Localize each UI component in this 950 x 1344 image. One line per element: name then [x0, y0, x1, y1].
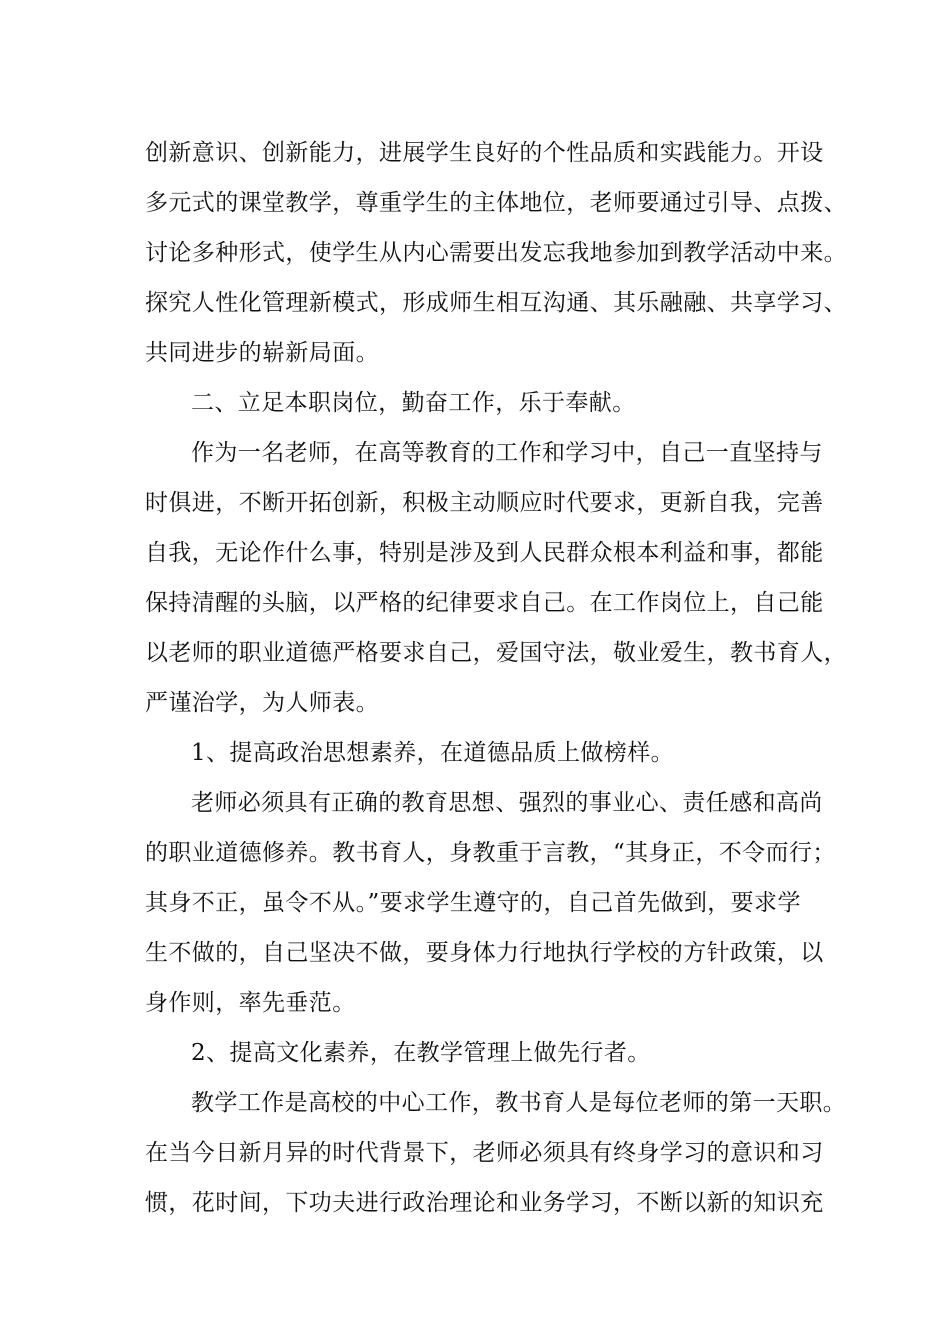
- text-line: 严谨治学，为人师表。: [145, 690, 379, 716]
- text-line: 探究人性化管理新模式，形成师生相互沟通、其乐融融、共享学习、: [145, 290, 847, 316]
- text-line: 创新意识、创新能力，进展学生良好的个性品质和实践能力。开设: [145, 140, 824, 166]
- text-line: 讨论多种形式，使学生从内心需要出发忘我地参加到教学活动中来。: [145, 240, 847, 266]
- text-line: 多元式的课堂教学，尊重学生的主体地位，老师要通过引导、点拨、: [145, 190, 847, 216]
- text-line: 保持清醒的头脑，以严格的纪律要求自己。在工作岗位上，自己能: [145, 590, 824, 616]
- text-line: 自我，无论作什么事，特别是涉及到人民群众根本利益和事，都能: [145, 540, 824, 566]
- text-line: 老师必须具有正确的教育思想、强烈的事业心、责任感和高尚: [191, 790, 823, 816]
- text-line: 作为一名老师，在高等教育的工作和学习中，自己一直坚持与: [191, 440, 823, 466]
- section-heading: 二、立足本职岗位，勤奋工作，乐于奉献。: [191, 390, 636, 416]
- text-line: 其身不正，虽令不从。”要求学生遵守的，自己首先做到，要求学: [145, 890, 801, 916]
- subsection-heading: 2、提高文化素养，在教学管理上做先行者。: [191, 1040, 651, 1066]
- text-line: 在当今日新月异的时代背景下，老师必须具有终身学习的意识和习: [145, 1140, 824, 1166]
- text-line: 教学工作是高校的中心工作，教书育人是每位老师的第一天职。: [191, 1090, 847, 1116]
- text-line: 以老师的职业道德严格要求自己，爱国守法，敬业爱生，教书育人，: [145, 640, 847, 666]
- text-line: 时俱进，不断开拓创新，积极主动顺应时代要求，更新自我，完善: [145, 490, 824, 516]
- text-line: 惯，花时间，下功夫进行政治理论和业务学习，不断以新的知识充: [145, 1190, 824, 1216]
- subsection-heading: 1、提高政治思想素养，在道德品质上做榜样。: [191, 740, 675, 766]
- text-line: 生不做的，自己坚决不做，要身体力行地执行学校的方针政策，以: [145, 940, 824, 966]
- text-line: 的职业道德修养。教书育人，身教重于言教，“其身正，不令而行；: [145, 840, 836, 866]
- text-line: 共同进步的崭新局面。: [145, 340, 379, 366]
- text-line: 身作则，率先垂范。: [145, 990, 356, 1016]
